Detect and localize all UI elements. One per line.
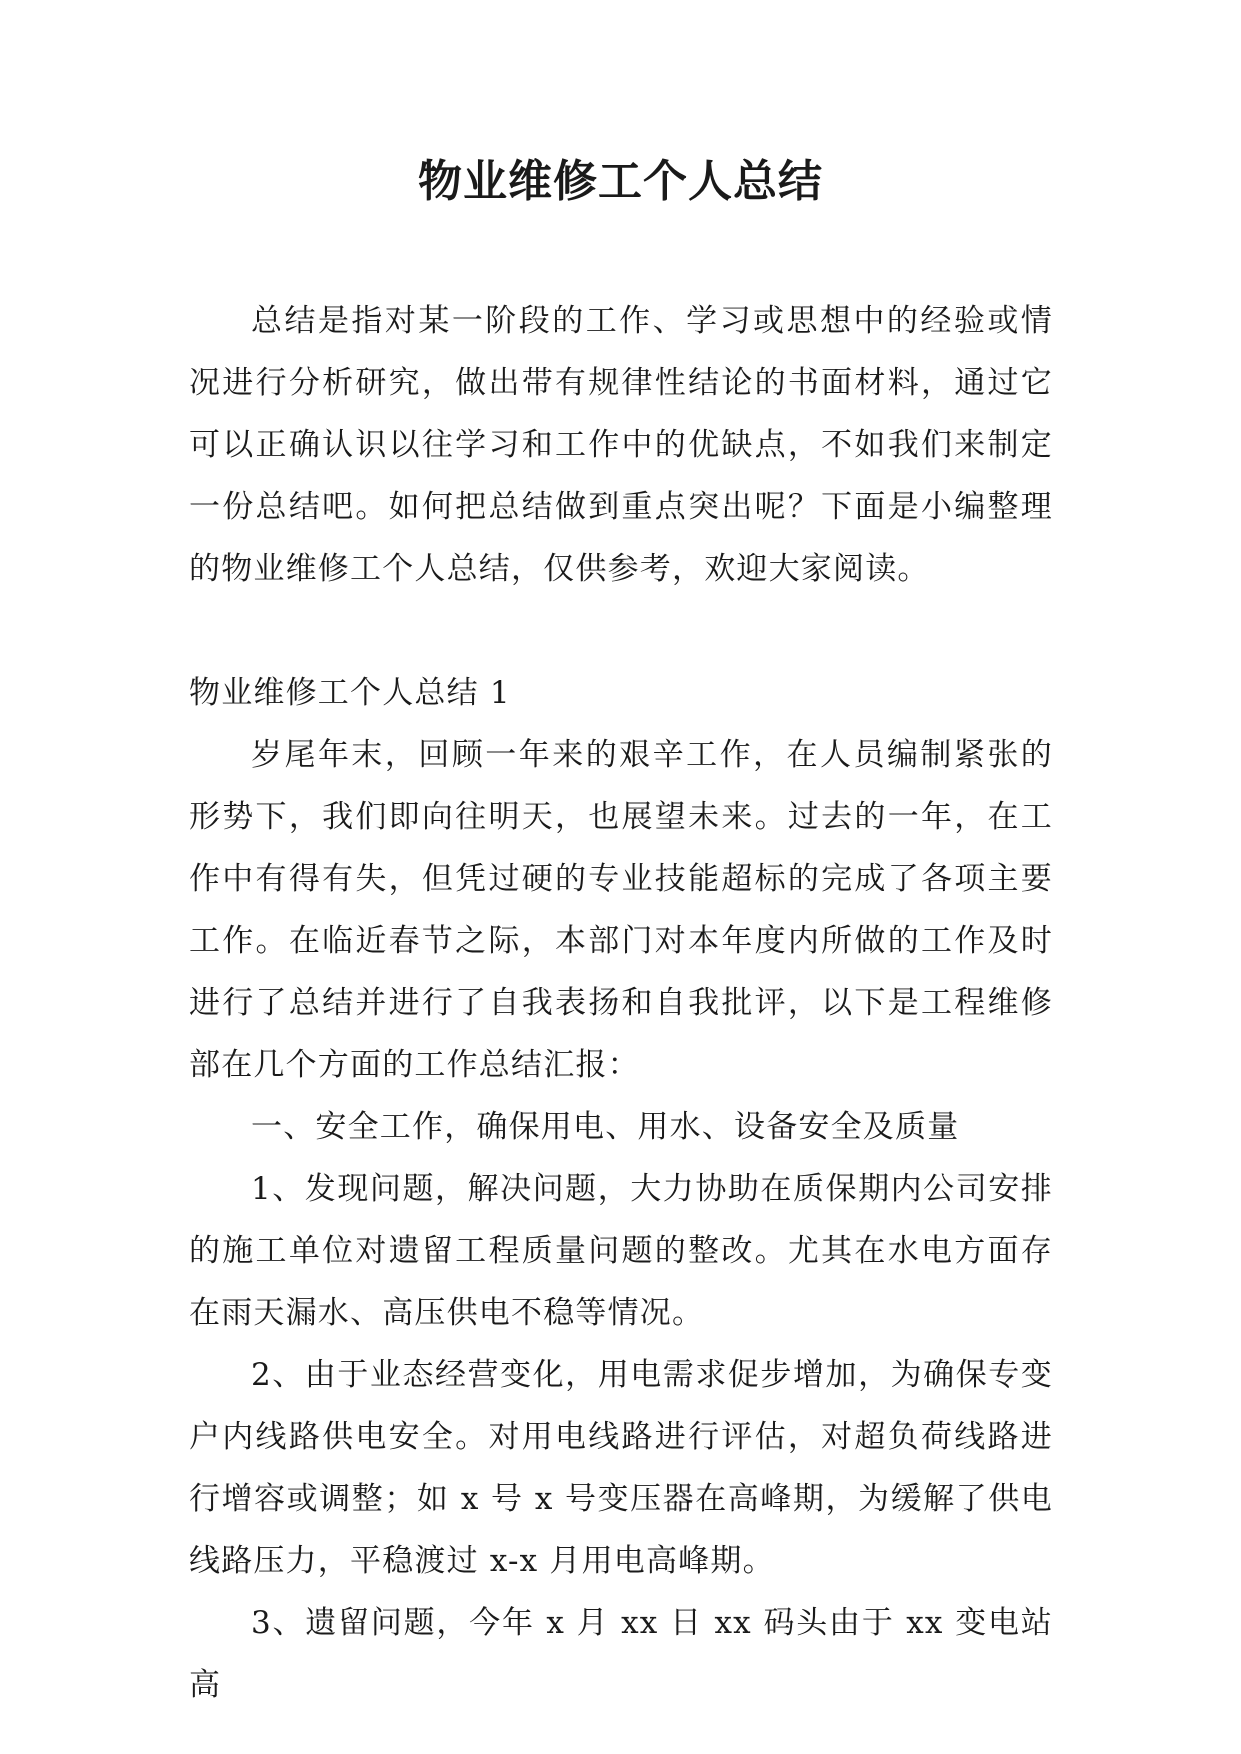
- document-title: 物业维修工个人总结: [418, 156, 823, 207]
- body-paragraph: 一、安全工作，确保用电、用水、设备安全及质量: [251, 1109, 960, 1145]
- body-paragraph: 岁尾年末，回顾一年来的艰辛工作，在人员编制紧张的形势下，我们即向往明天，也展望未来。过去的一年，在工作中有得有失，但凭过硬的专业技能超标的完成了各项主要工作。在临近春节之际，本部门对本年度内所做的工作及时进行了总结并进行了自我表扬和自我批评，以下是工程维修部在几个方面的工作总结汇报：: [189, 737, 1053, 1083]
- section-heading: 物业维修工个人总结 1: [189, 675, 511, 711]
- spacer: [189, 600, 1053, 662]
- body-paragraph: 2、由于业态经营变化，用电需求促步增加，为确保专变户内线路供电安全。对用电线路进行评估，对超负荷线路进行增容或调整；如 x 号 x 号变压器在高峰期，为缓解了供电线路压力，平稳渡过 x-x 月用电高峰期。: [189, 1357, 1053, 1579]
- body-paragraph: 3、遗留问题，今年 x 月 xx 日 xx 码头由于 xx 变电站高: [189, 1605, 1053, 1703]
- body-paragraph: 1、发现问题，解决问题，大力协助在质保期内公司安排的施工单位对遗留工程质量问题的整改。尤其在水电方面存在雨天漏水、高压供电不稳等情况。: [189, 1171, 1053, 1331]
- intro-paragraph: 总结是指对某一阶段的工作、学习或思想中的经验或情况进行分析研究，做出带有规律性结论的书面材料，通过它可以正确认识以往学习和工作中的优缺点，不如我们来制定一份总结吧。如何把总结做到重点突出呢？下面是小编整理的物业维修工个人总结，仅供参考，欢迎大家阅读。: [189, 303, 1053, 587]
- document-body: [189, 290, 1053, 1716]
